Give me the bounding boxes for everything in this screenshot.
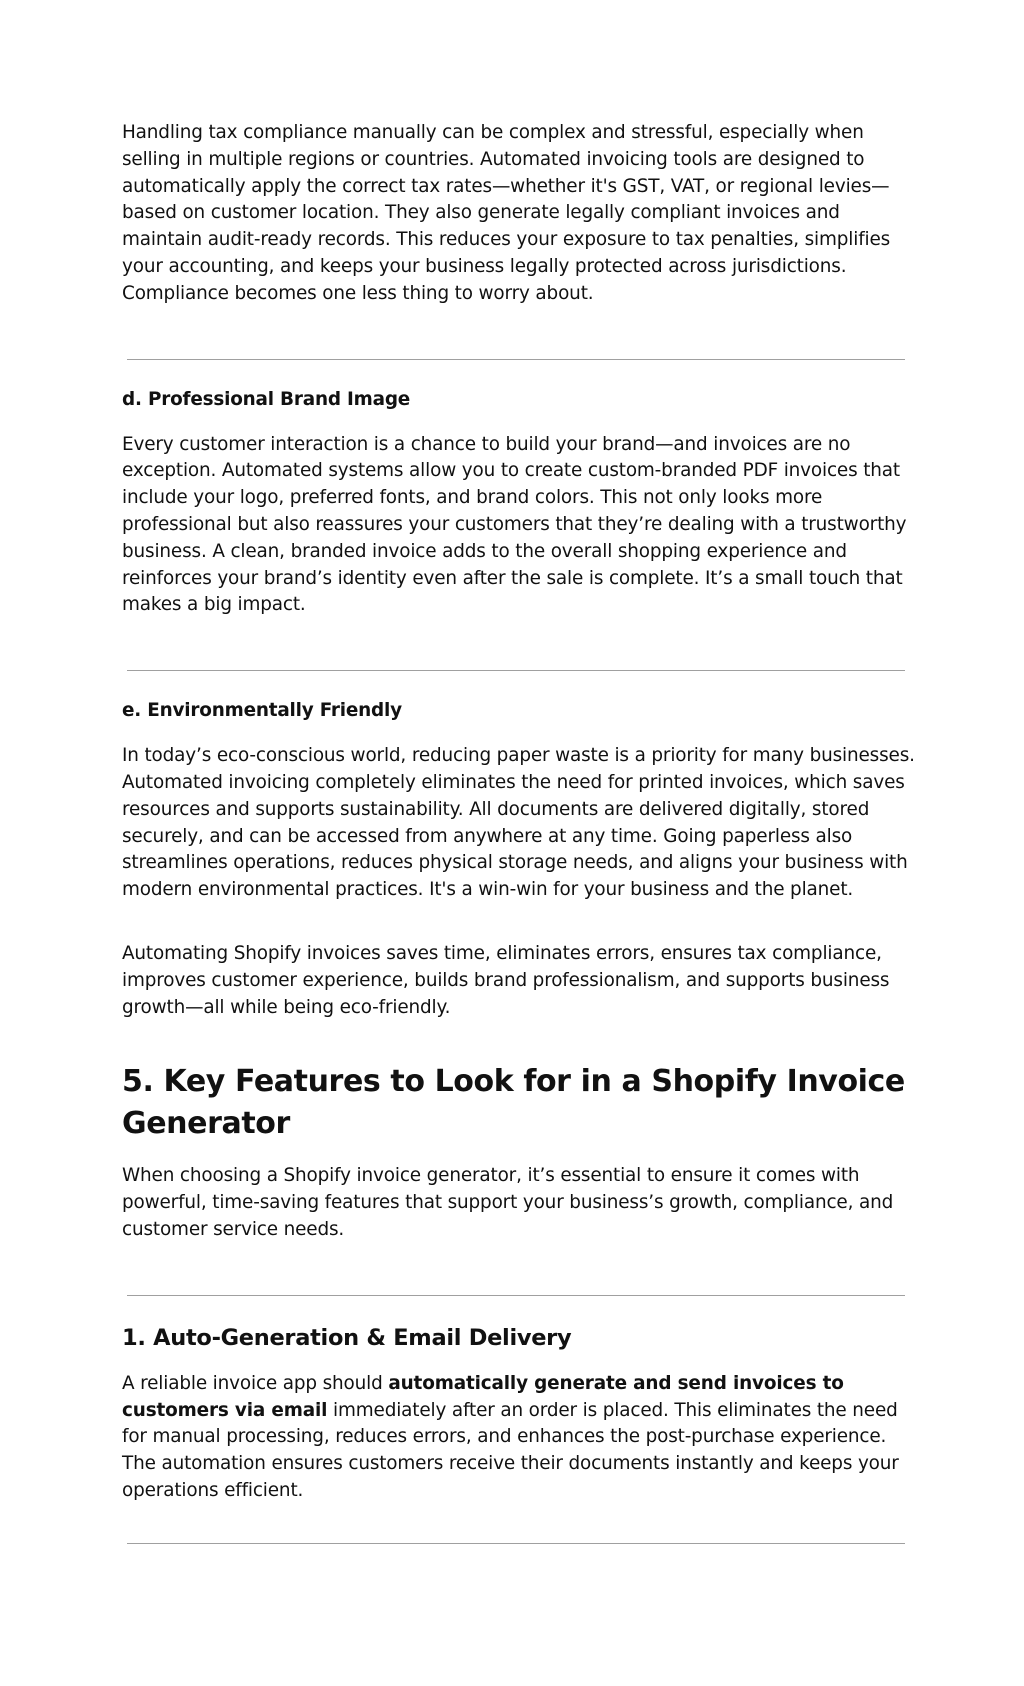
divider	[127, 1543, 905, 1544]
section-d-heading: d. Professional Brand Image	[122, 388, 411, 410]
section-d-paragraph: Every customer interaction is a chance to build your brand—and invoices are no exception. Automated systems allow you to create custom-branded PDF invoices that include your logo, preferred fonts, and brand colors. This not only looks more professional but also reassures your customers that they’re dealing with a trustworthy business. A clean, branded invoice adds to the overall shopping experience and reinforces your brand’s identity even after the sale is complete. It’s a small touch that makes a big impact.	[122, 433, 907, 616]
section-5-paragraph: When choosing a Shopify invoice generator, it’s essential to ensure it comes with powerful, time-saving features that support your business’s growth, compliance, and customer service needs.	[122, 1165, 894, 1240]
summary-paragraph: Automating Shopify invoices saves time, eliminates errors, ensures tax compliance, improves customer experience, builds brand professionalism, and supports business growth—all while being eco-friendly.	[122, 942, 890, 1018]
feature-1-text-after: immediately after an order is placed. This eliminates the need for manual processing, reduces errors, and enhances the post-purchase experience. The automation ensures customers receive their documents instantly and keeps your operations efficient.	[122, 1399, 899, 1501]
section-e-paragraph: In today’s eco-conscious world, reducing paper waste is a priority for many businesses. Automated invoicing completely eliminates the need for printed invoices, which saves resources and supports sustainability. All documents are delivered digitally, stored securely, and can be accessed from anywhere at any time. Going paperless also streamlines operations, reduces physical storage needs, and aligns your business with modern environmental practices. It's a win-win for your business and the planet.	[122, 745, 915, 901]
feature-1-text-before: A reliable invoice app should	[122, 1372, 389, 1394]
section-e-heading: e. Environmentally Friendly	[122, 700, 402, 722]
divider	[127, 1295, 905, 1296]
feature-1-heading: 1. Auto-Generation & Email Delivery	[122, 1324, 572, 1351]
divider	[127, 359, 905, 360]
feature-1-paragraph	[122, 1371, 922, 1505]
section-5-heading: 5. Key Features to Look for in a Shopify Invoice Generator	[122, 1064, 905, 1142]
divider	[127, 670, 905, 671]
intro-paragraph: Handling tax compliance manually can be complex and stressful, especially when selling in multiple regions or countries. Automated invoicing tools are designed to automatically apply the correct tax rates—whether it's GST, VAT, or regional levies—based on customer location. They also generate legally compliant invoices and maintain audit-ready records. This reduces your exposure to tax penalties, simplifies your accounting, and keeps your business legally protected across jurisdictions. Compliance becomes one less thing to worry about.	[122, 122, 891, 304]
feature-1-text-bold: automatically generate and send invoices to customers via email	[122, 1372, 844, 1421]
document-page	[122, 120, 922, 1544]
